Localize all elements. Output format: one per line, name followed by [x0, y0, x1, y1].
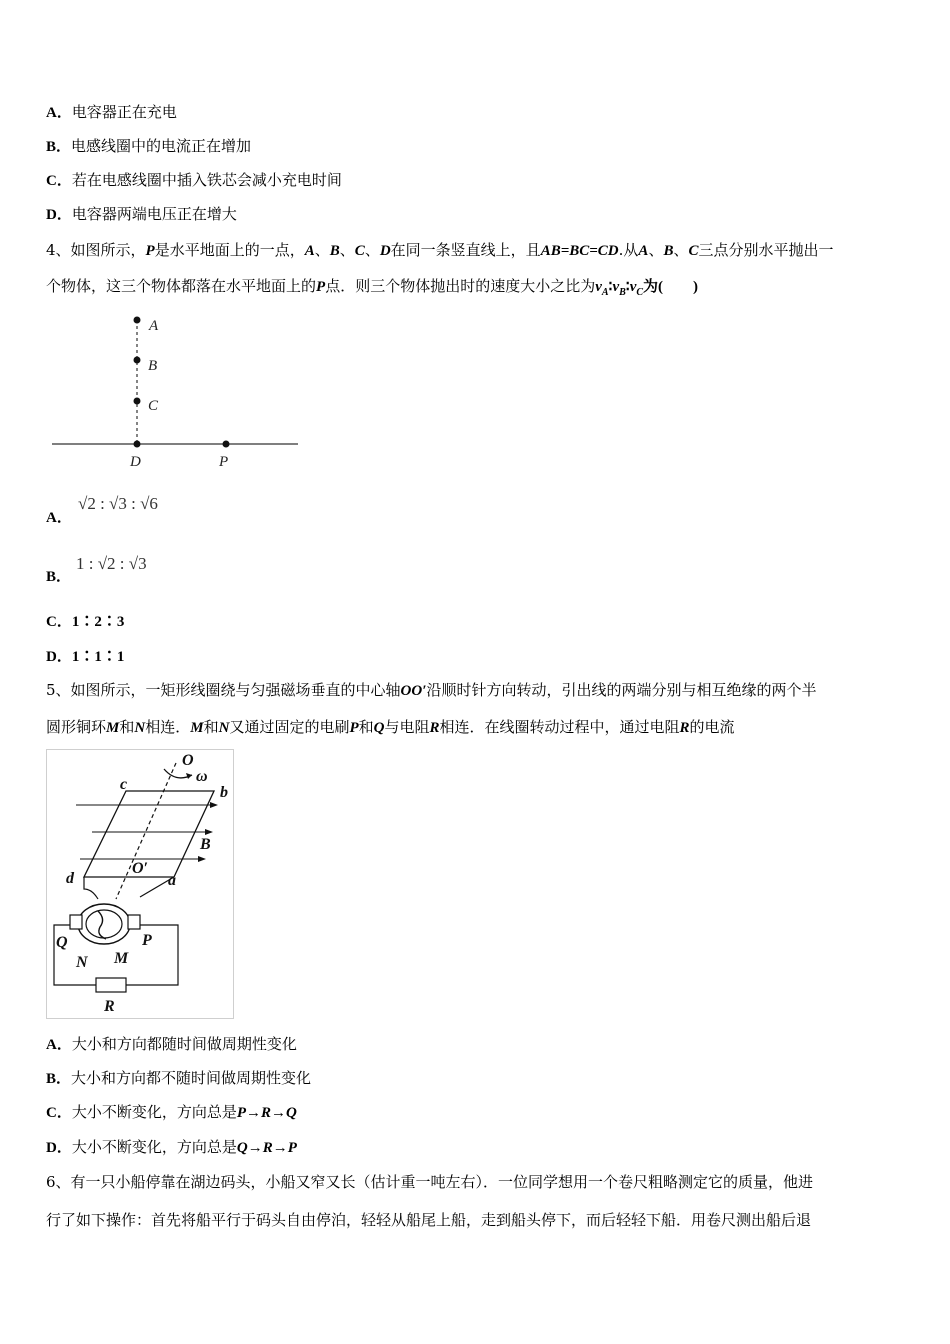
text: 的电流 — [689, 718, 735, 736]
slip-ring-inner — [86, 910, 122, 938]
var: C — [354, 243, 365, 259]
circuit-wire-right — [126, 925, 178, 985]
q4-option-d — [46, 646, 124, 667]
var: R — [679, 720, 690, 736]
text: 与电阻 — [384, 718, 430, 736]
q4-option-a — [46, 507, 72, 528]
var: C — [688, 243, 699, 259]
ring-gap — [98, 911, 106, 939]
q4-figure — [46, 306, 306, 476]
text: 相连．在线圈转动过程中，通过电阻 — [439, 718, 680, 736]
label-m: M — [114, 950, 129, 967]
var: P — [145, 243, 155, 259]
q3-option-c — [46, 170, 342, 191]
text: 又通过固定的电刷 — [229, 718, 350, 736]
option-letter: D． — [46, 649, 72, 665]
var: A — [304, 243, 315, 259]
option-text: 若在电感线圈中插入铁芯会减小充电时间 — [71, 171, 342, 189]
text: 、 — [314, 241, 330, 259]
var: v — [595, 279, 602, 295]
option-letter: C． — [46, 614, 72, 630]
var: P — [316, 279, 326, 295]
option-letter: C． — [46, 173, 72, 189]
text: .从 — [618, 241, 639, 259]
var: D — [379, 243, 391, 259]
label-c: c — [120, 776, 128, 793]
option-letter: C． — [46, 1105, 72, 1121]
option-letter: D． — [46, 1140, 72, 1156]
var: OO′ — [400, 683, 427, 699]
text: 相连． — [145, 718, 191, 736]
subscript: A — [601, 287, 609, 298]
option-letter: B． — [46, 1071, 72, 1087]
q4-option-a-formula: √2 : √3 : √6 — [78, 494, 158, 513]
label-omega: ω — [196, 768, 208, 785]
q5-option-d — [46, 1137, 297, 1158]
ratio-sep: ∶ — [625, 279, 630, 295]
option-text: 大小和方向都随时间做周期性变化 — [71, 1035, 297, 1053]
text: 和 — [119, 718, 135, 736]
label-q: Q — [56, 934, 68, 951]
label-a: A — [149, 318, 159, 334]
label-p: P — [219, 454, 229, 470]
q5-option-c — [46, 1102, 297, 1123]
option-letter: B． — [46, 569, 72, 585]
var: M — [190, 720, 204, 736]
subscript: C — [636, 287, 644, 298]
text: 和 — [358, 718, 374, 736]
field-arrowhead — [210, 802, 218, 808]
label-o: O — [182, 752, 194, 769]
lead-wire-left — [84, 877, 98, 899]
option-letter: A． — [46, 1037, 72, 1053]
text: 5、如图所示，一矩形线圈绕与匀强磁场垂直的中心轴 — [46, 681, 401, 699]
q4-option-c — [46, 611, 124, 632]
label-d: d — [66, 870, 74, 887]
text: 、 — [364, 241, 380, 259]
option-letter: A． — [46, 510, 72, 526]
var: M — [106, 720, 120, 736]
label-o-prime: O′ — [132, 860, 149, 877]
resistor-r — [96, 978, 126, 992]
text: 圆形铜环 — [46, 718, 107, 736]
field-arrowhead — [198, 856, 206, 862]
var: AB=BC=CD — [540, 243, 619, 259]
q4-option-b — [46, 566, 71, 587]
option-text: 电容器正在充电 — [71, 103, 177, 121]
current-path: P→R→Q — [236, 1105, 297, 1121]
q5-stem-line2 — [46, 717, 735, 738]
label-r: R — [104, 998, 115, 1015]
label-b: B — [148, 358, 158, 374]
label-a: a — [168, 872, 176, 889]
q3-option-a — [46, 102, 177, 123]
option-text: 大小不断变化，方向总是 — [71, 1103, 237, 1121]
point-d — [134, 441, 141, 448]
label-p: P — [142, 932, 152, 949]
text: 、 — [339, 241, 355, 259]
brush-p — [128, 915, 140, 929]
q6-stem-line2: 行了如下操作：首先将船平行于码头自由停泊，轻轻从船尾上船，走到船头停下，而后轻轻下船．用卷尺测出船后退 — [46, 1211, 812, 1229]
q4-stem-line2 — [46, 276, 698, 303]
coil-rectangle — [84, 791, 214, 877]
q4-stem-line1 — [46, 240, 834, 261]
text: 为( ) — [643, 279, 699, 295]
option-text: 大小和方向都不随时间做周期性变化 — [71, 1069, 312, 1087]
option-text: 电感线圈中的电流正在增加 — [71, 137, 252, 155]
option-letter: B． — [46, 139, 72, 155]
var: Q — [373, 720, 385, 736]
point-b — [134, 357, 141, 364]
q5-option-b — [46, 1068, 311, 1089]
current-path: Q→R→P — [236, 1140, 297, 1156]
text: 沿顺时针方向转动，引出线的两端分别与相互绝缘的两个半 — [426, 681, 817, 699]
var: v — [612, 279, 620, 295]
option-text: 大小不断变化，方向总是 — [71, 1138, 237, 1156]
text: 个物体，这三个物体都落在水平地面上的 — [46, 277, 317, 295]
option-letter: D． — [46, 207, 72, 223]
text: 点．则三个物体抛出时的速度大小之比为 — [325, 277, 596, 295]
q3-option-b — [46, 136, 251, 157]
field-arrowhead — [205, 829, 213, 835]
ratio-sep: ∶ — [608, 279, 613, 295]
var: P — [349, 720, 359, 736]
subscript: B — [619, 287, 626, 298]
label-field-b: B — [200, 836, 211, 853]
var: N — [218, 720, 230, 736]
q5-option-a — [46, 1034, 297, 1055]
label-d: D — [130, 454, 141, 470]
var: N — [134, 720, 146, 736]
label-b: b — [220, 784, 228, 801]
var: B — [663, 243, 674, 259]
var: R — [429, 720, 440, 736]
point-a — [134, 317, 141, 324]
var: B — [329, 243, 340, 259]
option-letter: A． — [46, 105, 72, 121]
var: A — [638, 243, 649, 259]
text: 在同一条竖直线上，且 — [390, 241, 541, 259]
point-p — [223, 441, 230, 448]
q5-figure — [46, 749, 234, 1019]
point-c — [134, 398, 141, 405]
option-text: 1∶2∶3 — [71, 614, 125, 630]
q6-stem-line1: 6、有一只小船停靠在湖边码头，小船又窄又长（估计重一吨左右）．一位同学想用一个卷尺粗略测定它的质量，他进 — [46, 1173, 814, 1191]
label-c: C — [148, 398, 159, 414]
text: 和 — [203, 718, 219, 736]
brush-q — [70, 915, 82, 929]
text: 三点分别水平抛出一 — [698, 241, 834, 259]
text: 4、如图所示， — [46, 241, 146, 259]
text: 、 — [673, 241, 689, 259]
var: v — [629, 279, 637, 295]
q3-option-d — [46, 204, 237, 225]
label-n: N — [76, 954, 88, 971]
text: 是水平地面上的一点， — [154, 241, 305, 259]
option-text: 1∶1∶1 — [71, 649, 125, 665]
q5-stem-line1 — [46, 680, 816, 701]
option-text: 电容器两端电压正在增大 — [71, 205, 237, 223]
text: 、 — [648, 241, 664, 259]
q4-option-b-formula: 1 : √2 : √3 — [76, 554, 147, 573]
